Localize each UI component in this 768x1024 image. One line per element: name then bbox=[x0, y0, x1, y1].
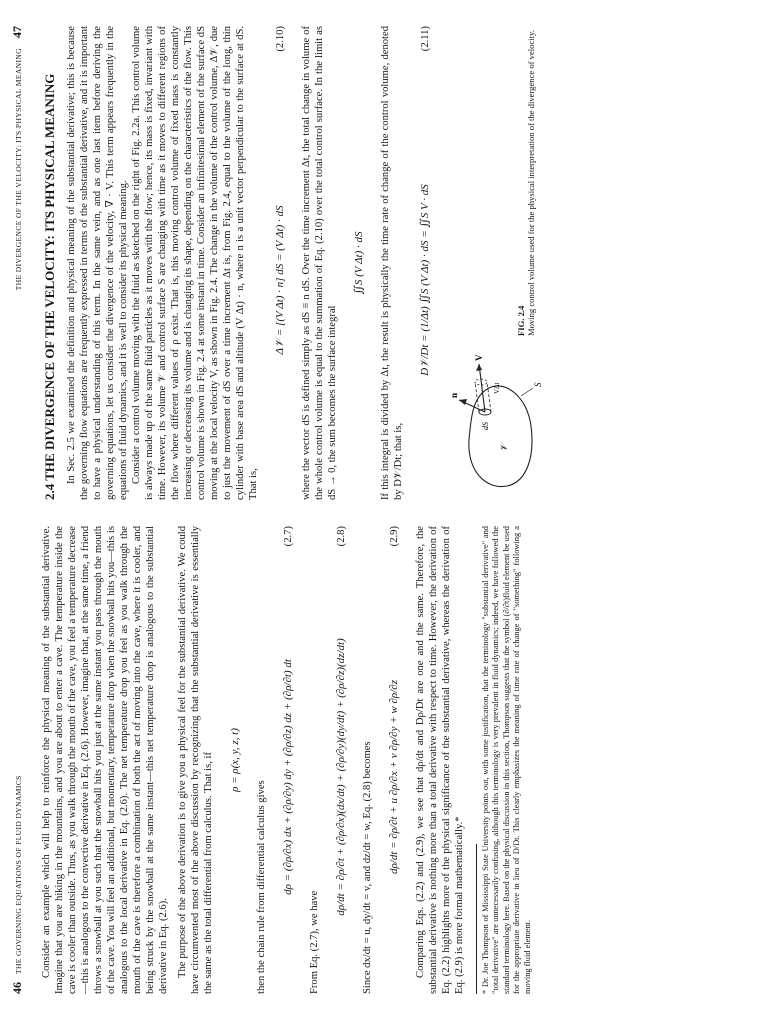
left-running-title: THE GOVERNING EQUATIONS OF FLUID DYNAMICS bbox=[14, 775, 23, 974]
footnote-rule bbox=[476, 844, 477, 994]
equation-number: (2.7) bbox=[282, 526, 294, 547]
surface-integral-paragraph: where the vector dS is defined simply as dS ≡ n dS. Over the time increment Δt, the total change in volume of the whole control volume is equal to the summation of Eq. (2.10) over the total control surface. In the limit as dS → 0, the sum becomes the surface integral bbox=[301, 26, 338, 500]
figure-2-4 bbox=[445, 26, 545, 500]
velocity-arrowhead bbox=[476, 364, 482, 371]
surface-leader-line bbox=[521, 388, 533, 396]
figure-label: FIG. 2.4 bbox=[515, 305, 526, 336]
right-running-head bbox=[10, 26, 24, 502]
time-rate-paragraph: If this integral is divided by Δt, the result is physically the time rate of change of the control volume, denoted by D𝒱/Dt; that is, bbox=[380, 26, 404, 500]
footnote: * Dr. Joe Thompson of Mississippi State University points out, with some justification, that the terminology "substantial derivative" and "total derivative" are unnecessarily confusing, although this terminology is very prevalent in fluid dynamics; indeed, we have followed the standard terminology here. Based on the physical discussion in this section, Thompson suggests that the symbol (∂/∂t)fluid element be used for the appropriate derivative in lieu of D/Dt. This clearly emphasizes the meaning of time rate of change of "something" following a moving fluid element. bbox=[481, 526, 532, 994]
label-v: V bbox=[474, 354, 484, 361]
since-text: Since dx/dt = u, dy/dt = v, and dz/dt = w, Eq. (2.8) becomes bbox=[362, 741, 373, 994]
equation-number: (2.11) bbox=[419, 26, 431, 52]
label-s: S bbox=[533, 382, 543, 387]
equation-surface-integral: ∬S (V Δt) · dS bbox=[352, 231, 365, 295]
label-n: n bbox=[449, 392, 459, 398]
equation-2-9: dρ/dt = ∂ρ/∂t + u ∂ρ/∂x + v ∂ρ/∂y + w ∂ρ/∂z (2.9) bbox=[387, 526, 400, 874]
divergence-intro-paragraph: In Sec. 2.5 we examined the definition and physical meaning of the substantial derivative; this is because the governing flow equations are frequently expressed in terms of the substantial derivative, and it is important to have a physical understanding of this term. In the same vein, and as one last item before deriving the governing equations, let us consider the divergence of the velocity, ∇ · V. This term appears frequently in the equations of fluid dynamics, and it is well to consider its physical meaning. bbox=[66, 26, 129, 500]
total-differential-paragraph: The purpose of the above derivation is to give you a physical feel for the substantial derivative. We could have circumvented most of the above discussion by recognizing that the substantial derivative is essentially the same as the total differential from calculus. That is, if bbox=[177, 526, 214, 994]
from-eq-text: From Eq. (2.7), we have bbox=[309, 890, 320, 994]
equation-2-10: Δ𝒱 = [(V Δt) · n] dS = (V Δt) · dS (2.10) bbox=[273, 26, 286, 355]
equation-2-8: dρ/dt = ∂ρ/∂t + (∂ρ/∂x)(dx/dt) + (∂ρ/∂y)(dy/dt) + (∂ρ/∂z)(dz/dt) (2.8) bbox=[334, 526, 347, 916]
section-title: 2.4 THE DIVERGENCE OF THE VELOCITY: ITS PHYSICAL MEANING bbox=[42, 73, 57, 500]
normal-arrowhead bbox=[459, 399, 467, 405]
control-volume-diagram bbox=[445, 350, 545, 500]
label-ds: dS bbox=[481, 422, 490, 430]
left-running-head bbox=[10, 526, 24, 994]
cylinder-bottom-edge bbox=[487, 382, 491, 412]
equation-2-11: D𝒱/Dt = (1/Δt) ∬S (V Δt) · dS = ∬S V · dS (2.11) bbox=[418, 26, 431, 376]
comparing-paragraph: Comparing Eqs. (2.2) and (2.9), we see that dρ/dt and Dρ/Dt are one and the same. Therefore, the substantial derivative is nothing more than a total derivative with respect to time. However, the derivation of Eq. (2.2) highlights more of the physical significance of the substantial derivative, whereas the derivation of Eq. (2.9) is more formal mathematically.* bbox=[415, 526, 465, 994]
left-text-column bbox=[40, 526, 748, 994]
label-vdt: VΔt bbox=[493, 382, 501, 394]
right-running-title: THE DIVERGENCE OF THE VELOCITY: ITS PHYSICAL MEANING bbox=[14, 48, 23, 291]
equation-rho: ρ = ρ(x, y, z, t) bbox=[228, 728, 241, 792]
figure-caption bbox=[516, 30, 545, 336]
right-text-column bbox=[40, 26, 748, 500]
velocity-vector bbox=[479, 364, 485, 412]
equation-number: (2.8) bbox=[335, 526, 347, 547]
left-page bbox=[0, 512, 768, 1024]
equation-number: (2.9) bbox=[388, 526, 400, 547]
equation-2-7: dρ = (∂ρ/∂x) dx + (∂ρ/∂y) dy + (∂ρ/∂z) dz + (∂ρ/∂t) dt (2.7) bbox=[281, 526, 294, 895]
label-volume: 𝒱 bbox=[499, 443, 510, 452]
right-page-number: 47 bbox=[10, 26, 24, 38]
chain-rule-text: then the chain rule from differential calculus gives bbox=[256, 780, 267, 994]
figure-caption-text: Moving control volume used for the physical interpretation of the divergence of velocity. bbox=[526, 30, 537, 336]
left-page-number: 46 bbox=[10, 982, 24, 994]
equation-number: (2.10) bbox=[274, 26, 286, 52]
control-surface-outline bbox=[469, 386, 532, 487]
cave-example-paragraph: Consider an example which will help to reinforce the physical meaning of the substantial derivative. Imagine that you are hiking in the mountains, and you are about to enter a cave. The temperature inside the cave is cooler than outside. Thus, as you walk through the mouth of the cave, you feel a temperature decrease—this is analogous to the convective derivative in Eq. (2.6). However, imagine that, at the same time, a friend throws a snowball at you such that the snowball hits you just at the same instant you pass through the mouth of the cave. You will feel an additional, but momentary, temperature drop when the snowball hits you—this is analogous to the local derivative in Eq. (2.6). The net temperature drop you feel as you walk through the mouth of the cave is therefore a combination of both the act of moving into the cave, where it is cooler, and being struck by the snowball at the same instant—this net temperature drop is analogous to the substantial derivative in Eq. (2.6). bbox=[41, 526, 169, 994]
control-volume-paragraph: Consider a control volume moving with the fluid as sketched on the right of Fig. 2.2a. This control volume is always made up of the same fluid particles as it moves with the flow; hence, its mass is fixed, invariant with time. However, its volume 𝒱 and control surface S are changing with time as it moves to different regions of the flow where different values of ρ exist. That is, this moving control volume of fixed mass is constantly increasing or decreasing its volume and is changing its shape, depending on the characteristics of the flow. This control volume is shown in Fig. 2.4 at some instant in time. Consider an infinitesimal element of the surface dS moving at the local velocity V, as shown in Fig. 2.4. The change in the volume of the control volume, Δ𝒱, due to just the movement of dS over a time increment Δt is, from Fig. 2.4, equal to the volume of the long, thin cylinder with base area dS and altitude (V Δt) · n, where n is a unit vector perpendicular to the surface at dS. That is, bbox=[131, 26, 259, 500]
